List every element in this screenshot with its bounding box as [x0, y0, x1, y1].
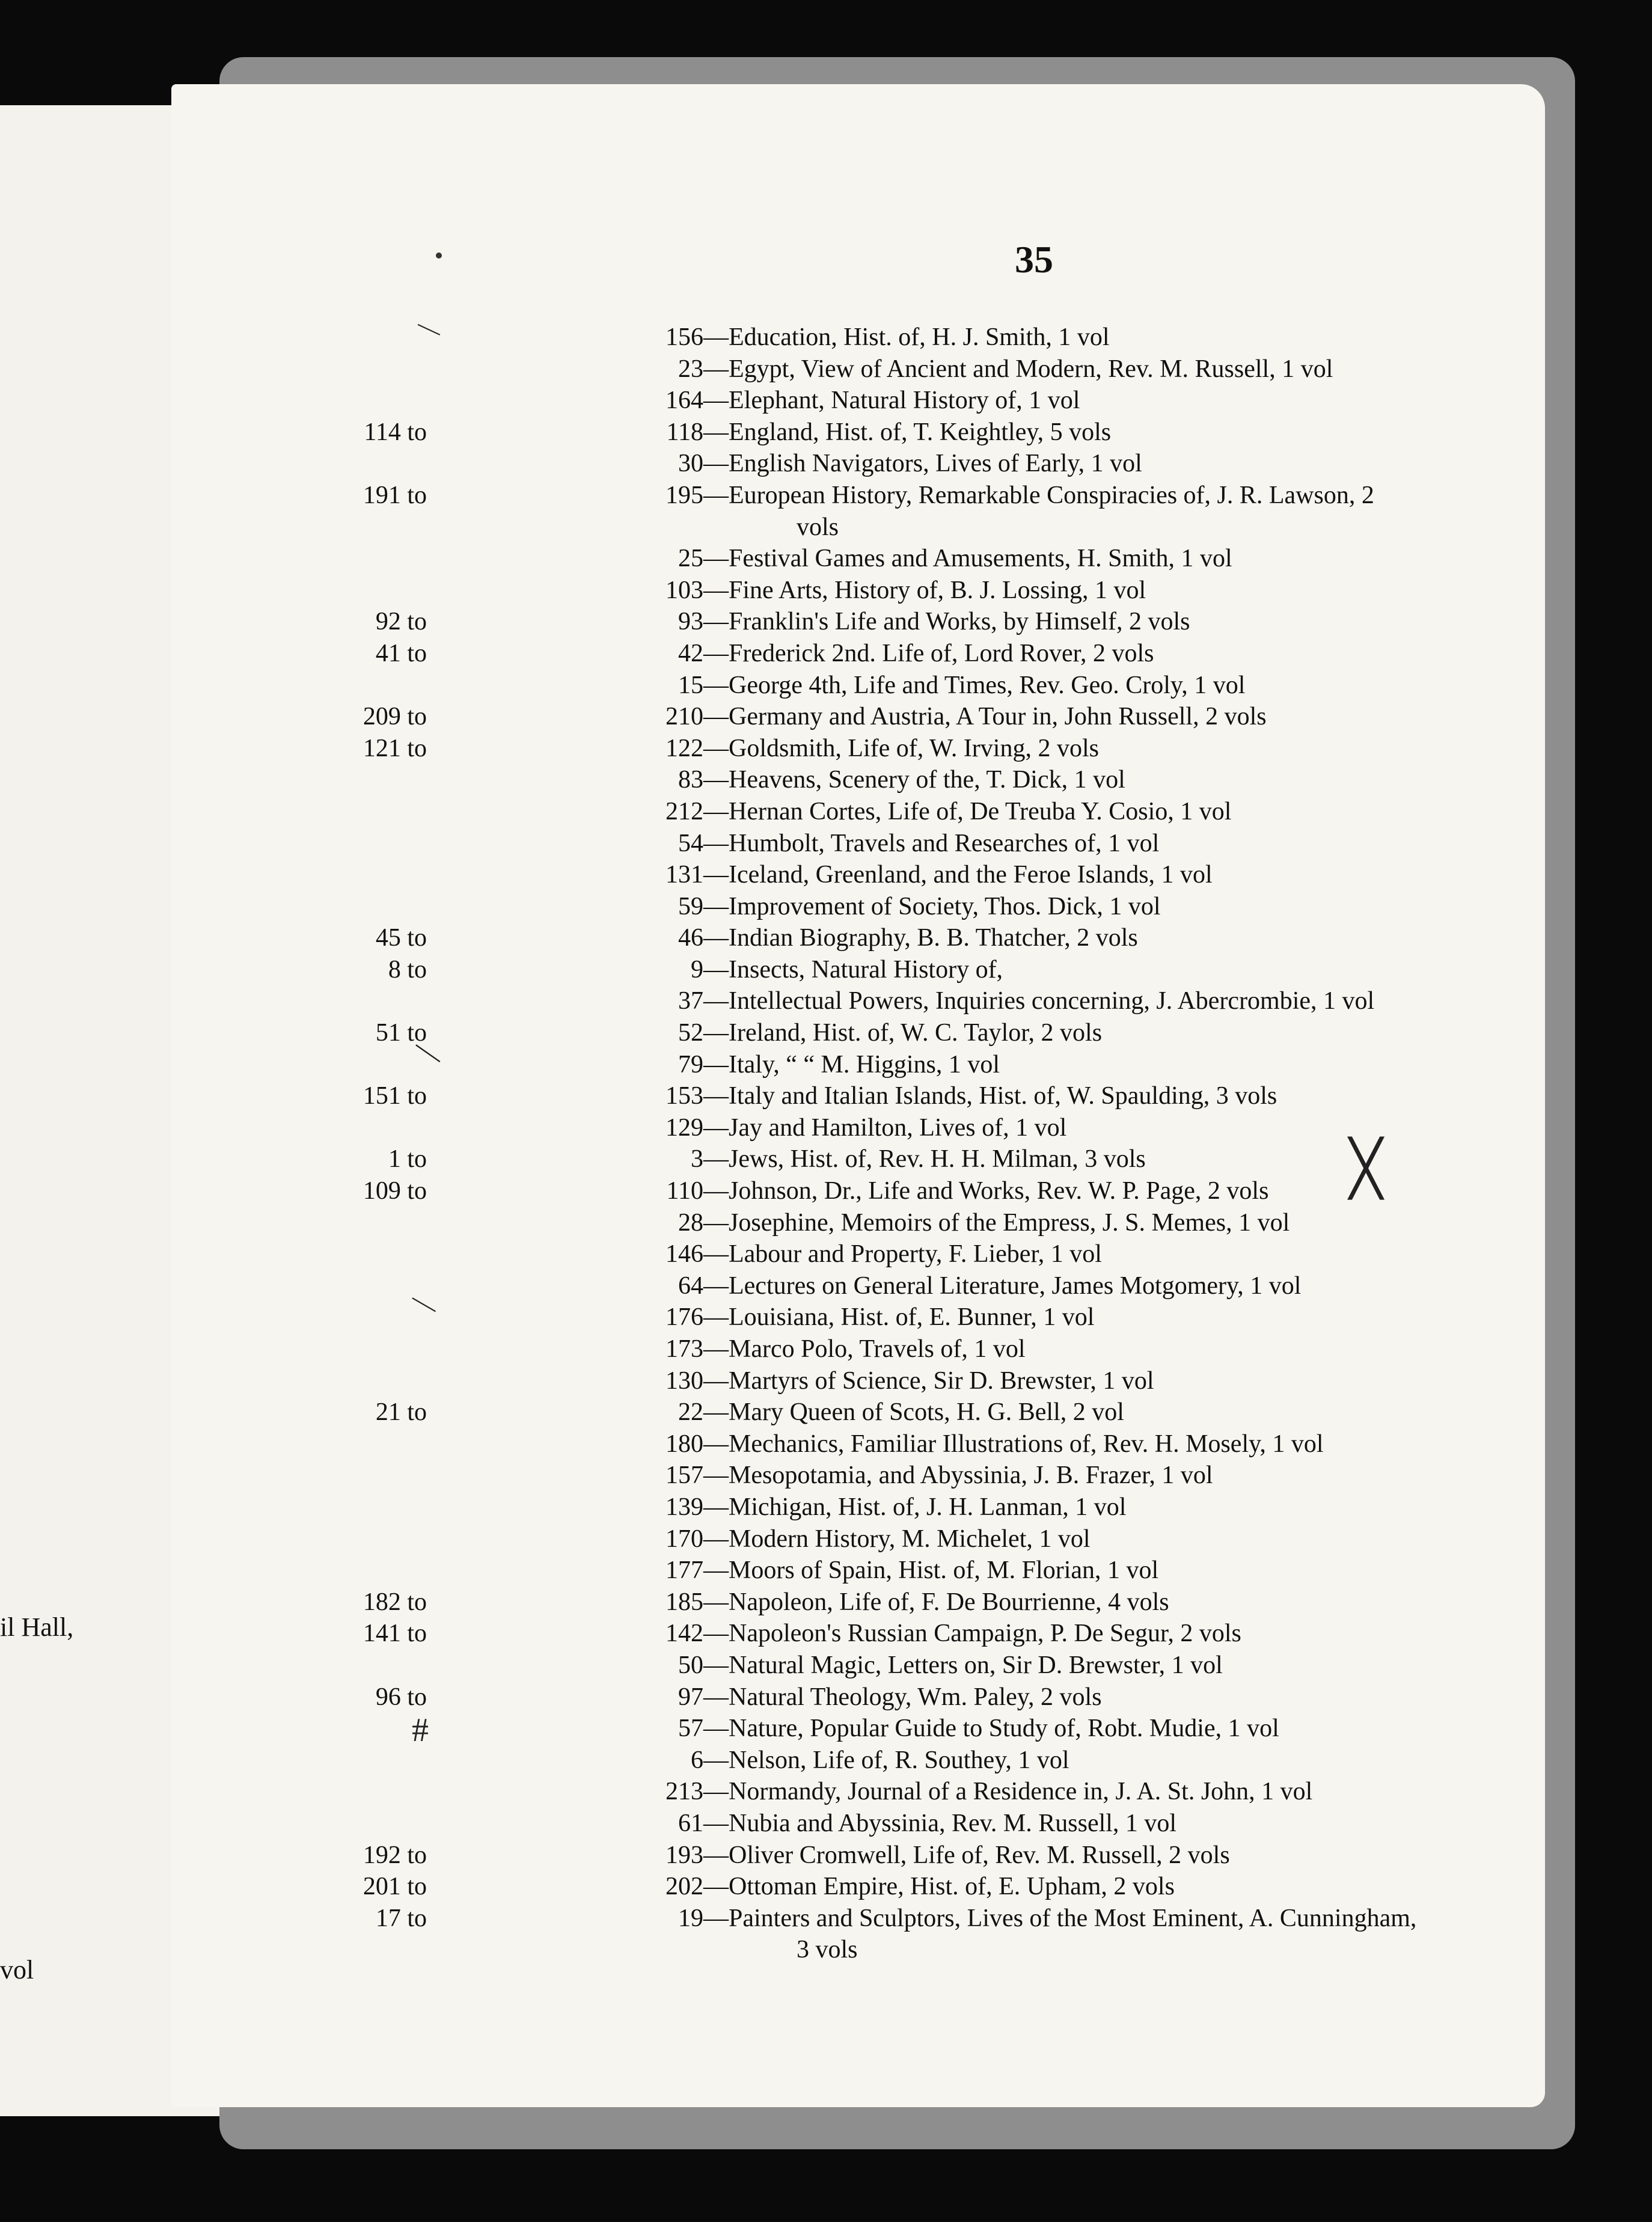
previous-page-text-fragment: il Hall, [0, 1612, 74, 1642]
entry-volume-range-start: 114 to [364, 418, 427, 446]
catalog-entry [171, 1428, 1545, 1460]
entry-volume-number: 142 [665, 1620, 703, 1648]
catalog-entry [171, 480, 1545, 512]
catalog-entry [171, 985, 1545, 1017]
previous-page-text-fragment: vol [0, 1955, 34, 1985]
catalog-entry [171, 1397, 1545, 1428]
catalog-entry [171, 543, 1545, 575]
entry-volume-number: 212 [665, 797, 703, 825]
ink-speck [436, 252, 442, 259]
entry-volume-number: 50 [678, 1651, 703, 1679]
pencil-tick-mark-icon: — [413, 310, 447, 345]
catalog-entry [171, 638, 1545, 670]
entry-volume-number: 164 [665, 387, 703, 415]
catalog-entry [171, 1555, 1545, 1587]
entry-title: —Frederick 2nd. Life of, Lord Rover, 2 vols [703, 639, 1154, 667]
entry-volume-range-start: 191 to [363, 481, 427, 509]
entry-title: —England, Hist. of, T. Keightley, 5 vols [703, 418, 1112, 446]
entry-volume-number: 103 [665, 576, 703, 604]
entry-title: —Natural Theology, Wm. Paley, 2 vols [703, 1683, 1102, 1711]
entry-title: —Nature, Popular Guide to Study of, Robt. Mudie, 1 vol [703, 1715, 1279, 1743]
entry-volume-number: 61 [678, 1809, 703, 1837]
entry-title: —Heavens, Scenery of the, T. Dick, 1 vol [703, 766, 1125, 794]
entry-title: —Painters and Sculptors, Lives of the Most Eminent, A. Cunningham, [703, 1904, 1417, 1932]
entry-continuation: 3 vols [797, 1936, 858, 1964]
entry-volume-number: 210 [665, 703, 703, 731]
entry-title: —George 4th, Life and Times, Rev. Geo. Croly, 1 vol [703, 671, 1246, 699]
entry-volume-number: 118 [666, 418, 703, 446]
entry-volume-number: 64 [678, 1272, 703, 1300]
catalog-entry [171, 891, 1545, 923]
entry-volume-number: 37 [678, 987, 703, 1015]
entry-volume-number: 6 [691, 1746, 703, 1774]
catalog-entry [171, 1903, 1545, 1935]
catalog-entry [171, 670, 1545, 702]
entry-volume-range-start: 109 to [363, 1177, 427, 1205]
catalog-entry [171, 1745, 1545, 1777]
entry-volume-number: 193 [665, 1841, 703, 1869]
entry-title: —Insects, Natural History of, [703, 955, 1003, 984]
catalog-entry [171, 701, 1545, 733]
entry-title: —Egypt, View of Ancient and Modern, Rev. M. Russell, 1 vol [703, 355, 1333, 383]
catalog-entry [171, 1207, 1545, 1239]
catalog-entry [171, 1808, 1545, 1840]
entry-title: —Italy, “ “ M. Higgins, 1 vol [703, 1050, 1000, 1079]
entry-title: —Jay and Hamilton, Lives of, 1 vol [703, 1113, 1067, 1142]
catalog-entry [171, 859, 1545, 891]
entry-volume-number: 157 [665, 1461, 703, 1490]
entry-title: —Ireland, Hist. of, W. C. Taylor, 2 vols [703, 1019, 1103, 1047]
entry-volume-number: 122 [665, 734, 703, 762]
entry-volume-number: 93 [678, 608, 703, 636]
catalog-entry [171, 512, 1545, 543]
entry-volume-range-start: 8 to [388, 955, 427, 984]
catalog-entry [171, 1871, 1545, 1903]
pencil-hash-mark-icon: # [412, 1712, 429, 1749]
catalog-entry [171, 764, 1545, 796]
entry-volume-number: 173 [665, 1335, 703, 1363]
entry-volume-number: 97 [678, 1683, 703, 1711]
entry-volume-range-start: 182 to [363, 1588, 427, 1616]
page-number: 35 [1015, 238, 1053, 281]
entry-volume-number: 202 [665, 1873, 703, 1901]
entry-volume-number: 19 [678, 1904, 703, 1932]
catalog-entry [171, 1492, 1545, 1523]
entry-title: —Nelson, Life of, R. Southey, 1 vol [703, 1746, 1069, 1774]
entry-volume-range-start: 45 to [375, 924, 427, 952]
catalog-entry [171, 448, 1545, 480]
entry-title: —Mary Queen of Scots, H. G. Bell, 2 vol [703, 1398, 1124, 1427]
entry-title: —Marco Polo, Travels of, 1 vol [703, 1335, 1026, 1363]
entry-volume-range-start: 96 to [375, 1683, 427, 1711]
entry-volume-range-start: 151 to [363, 1082, 427, 1110]
entry-title: —Hernan Cortes, Life of, De Treuba Y. Cosio, 1 vol [703, 797, 1232, 825]
entry-volume-number: 22 [678, 1398, 703, 1427]
entry-title: —Goldsmith, Life of, W. Irving, 2 vols [703, 734, 1099, 762]
entry-volume-number: 177 [665, 1556, 703, 1585]
entry-volume-range-start: 192 to [363, 1841, 427, 1869]
entry-volume-number: 131 [665, 861, 703, 889]
entry-title: —Iceland, Greenland, and the Feroe Islands, 1 vol [703, 861, 1213, 889]
entry-title: —Jews, Hist. of, Rev. H. H. Milman, 3 vols [703, 1145, 1146, 1174]
catalog-entry [171, 1523, 1545, 1555]
catalog-entry [171, 1712, 1545, 1749]
entry-volume-number: 129 [665, 1113, 703, 1142]
entry-volume-range-start: 92 to [375, 608, 427, 636]
entry-title: —Lectures on General Literature, James Motgomery, 1 vol [703, 1272, 1302, 1300]
entry-title: —Intellectual Powers, Inquiries concerning, J. Abercrombie, 1 vol [703, 987, 1375, 1015]
catalog-entry [171, 954, 1545, 986]
entry-volume-number: 59 [678, 892, 703, 920]
catalog-entry [171, 1618, 1545, 1650]
catalog-entry [171, 1017, 1545, 1049]
entry-volume-range-start: 17 to [375, 1904, 427, 1932]
entry-volume-number: 170 [665, 1525, 703, 1553]
entry-volume-number: 46 [678, 924, 703, 952]
entry-title: —Martyrs of Science, Sir D. Brewster, 1 vol [703, 1367, 1154, 1395]
catalog-entry [171, 922, 1545, 954]
entry-volume-number: 146 [665, 1240, 703, 1269]
entry-title: —Humbolt, Travels and Researches of, 1 vol [703, 829, 1160, 857]
entry-volume-number: 213 [665, 1778, 703, 1806]
entry-title: —Nubia and Abyssinia, Rev. M. Russell, 1 vol [703, 1809, 1177, 1837]
catalog-entry [171, 1080, 1545, 1112]
entry-title: —Napoleon, Life of, F. De Bourrienne, 4 vols [703, 1588, 1169, 1616]
catalog-entry [171, 1650, 1545, 1682]
entry-title: —Michigan, Hist. of, J. H. Lanman, 1 vol [703, 1493, 1127, 1521]
catalog-entry-list [171, 322, 1545, 1966]
entry-title: —Natural Magic, Letters on, Sir D. Brewster, 1 vol [703, 1651, 1223, 1679]
entry-volume-number: 176 [665, 1303, 703, 1332]
catalog-entry [171, 1460, 1545, 1492]
entry-volume-number: 156 [665, 323, 703, 351]
entry-title: —Oliver Cromwell, Life of, Rev. M. Russell, 2 vols [703, 1841, 1230, 1869]
entry-volume-number: 28 [678, 1208, 703, 1237]
pencil-tick-mark-icon: — [408, 1030, 451, 1073]
entry-volume-number: 42 [678, 639, 703, 667]
entry-volume-range-start: 1 to [388, 1145, 427, 1174]
entry-volume-number: 57 [678, 1715, 703, 1743]
entry-volume-range-start: 121 to [363, 734, 427, 762]
catalog-entry [171, 354, 1545, 385]
entry-volume-number: 110 [666, 1177, 703, 1205]
entry-volume-range-start: 51 to [375, 1019, 427, 1047]
entry-volume-range-start: 209 to [363, 703, 427, 731]
entry-continuation: vols [797, 513, 839, 541]
entry-title: —Festival Games and Amusements, H. Smith, 1 vol [703, 545, 1232, 573]
entry-title: —Mechanics, Familiar Illustrations of, Rev. H. Mosely, 1 vol [703, 1430, 1324, 1458]
entry-title: —Louisiana, Hist. of, E. Bunner, 1 vol [703, 1303, 1095, 1332]
entry-title: —Napoleon's Russian Campaign, P. De Segur, 2 vols [703, 1620, 1241, 1648]
entry-volume-number: 30 [678, 450, 703, 478]
entry-volume-number: 52 [678, 1019, 703, 1047]
entry-title: —European History, Remarkable Conspiracies of, J. R. Lawson, 2 [703, 481, 1374, 509]
entry-title: —Italy and Italian Islands, Hist. of, W. Spaulding, 3 vols [703, 1082, 1277, 1110]
entry-volume-range-start: 141 to [363, 1620, 427, 1648]
entry-title: —Moors of Spain, Hist. of, M. Florian, 1 vol [703, 1556, 1159, 1585]
entry-volume-number: 3 [691, 1145, 703, 1174]
catalog-entry [171, 417, 1545, 448]
entry-title: —Education, Hist. of, H. J. Smith, 1 vol [703, 323, 1110, 351]
catalog-entry [171, 1175, 1545, 1207]
entry-volume-number: 180 [665, 1430, 703, 1458]
entry-volume-number: 185 [665, 1588, 703, 1616]
entry-volume-number: 79 [678, 1050, 703, 1079]
catalog-entry [171, 606, 1545, 638]
entry-volume-range-start: 201 to [363, 1873, 427, 1901]
entry-volume-number: 54 [678, 829, 703, 857]
entry-volume-number: 23 [678, 355, 703, 383]
entry-volume-range-start: 21 to [375, 1398, 427, 1427]
entry-title: —Indian Biography, B. B. Thatcher, 2 vols [703, 924, 1138, 952]
entry-title: —Improvement of Society, Thos. Dick, 1 vol [703, 892, 1161, 920]
entry-title: —Labour and Property, F. Lieber, 1 vol [703, 1240, 1102, 1269]
entry-title: —Modern History, M. Michelet, 1 vol [703, 1525, 1091, 1553]
entry-volume-number: 130 [665, 1367, 703, 1395]
catalog-entry [171, 1365, 1545, 1397]
catalog-entry [171, 575, 1545, 607]
catalog-entry [171, 733, 1545, 765]
catalog-entry [171, 828, 1545, 860]
catalog-entry [171, 1049, 1545, 1081]
catalog-entry [171, 1112, 1545, 1144]
catalog-entry [171, 1840, 1545, 1872]
entry-volume-number: 195 [665, 481, 703, 509]
entry-title: —Fine Arts, History of, B. J. Lossing, 1 vol [703, 576, 1146, 604]
catalog-entry [171, 1682, 1545, 1713]
entry-title: —Germany and Austria, A Tour in, John Russell, 2 vols [703, 703, 1267, 731]
catalog-entry [171, 1333, 1545, 1365]
pencil-x-mark-icon: ╳ [1350, 1139, 1383, 1199]
pencil-tick-mark-icon: — [406, 1283, 444, 1322]
entry-title: —Johnson, Dr., Life and Works, Rev. W. P. Page, 2 vols [703, 1177, 1269, 1205]
catalog-entry [171, 385, 1545, 417]
entry-volume-number: 15 [678, 671, 703, 699]
catalog-entry [171, 796, 1545, 828]
catalog-entry [171, 322, 1545, 354]
entry-title: —Josephine, Memoirs of the Empress, J. S. Memes, 1 vol [703, 1208, 1290, 1237]
entry-title: —Mesopotamia, and Abyssinia, J. B. Frazer, 1 vol [703, 1461, 1213, 1490]
catalog-page [171, 84, 1545, 2107]
entry-volume-range-start: 41 to [375, 639, 427, 667]
entry-title: —Elephant, Natural History of, 1 vol [703, 387, 1080, 415]
entry-volume-number: 83 [678, 766, 703, 794]
entry-title: —English Navigators, Lives of Early, 1 vol [703, 450, 1142, 478]
catalog-entry [171, 1587, 1545, 1618]
entry-title: —Normandy, Journal of a Residence in, J. A. St. John, 1 vol [703, 1778, 1313, 1806]
entry-volume-number: 25 [678, 545, 703, 573]
catalog-entry [171, 1270, 1545, 1302]
entry-title: —Franklin's Life and Works, by Himself, 2 vols [703, 608, 1190, 636]
catalog-entry [171, 1302, 1545, 1333]
catalog-entry [171, 1238, 1545, 1270]
entry-volume-number: 139 [665, 1493, 703, 1521]
catalog-entry [171, 1143, 1545, 1175]
catalog-entry [171, 1934, 1545, 1966]
catalog-entry [171, 1776, 1545, 1808]
entry-volume-number: 153 [665, 1082, 703, 1110]
entry-volume-number: 9 [691, 955, 703, 984]
entry-title: —Ottoman Empire, Hist. of, E. Upham, 2 vols [703, 1873, 1175, 1901]
